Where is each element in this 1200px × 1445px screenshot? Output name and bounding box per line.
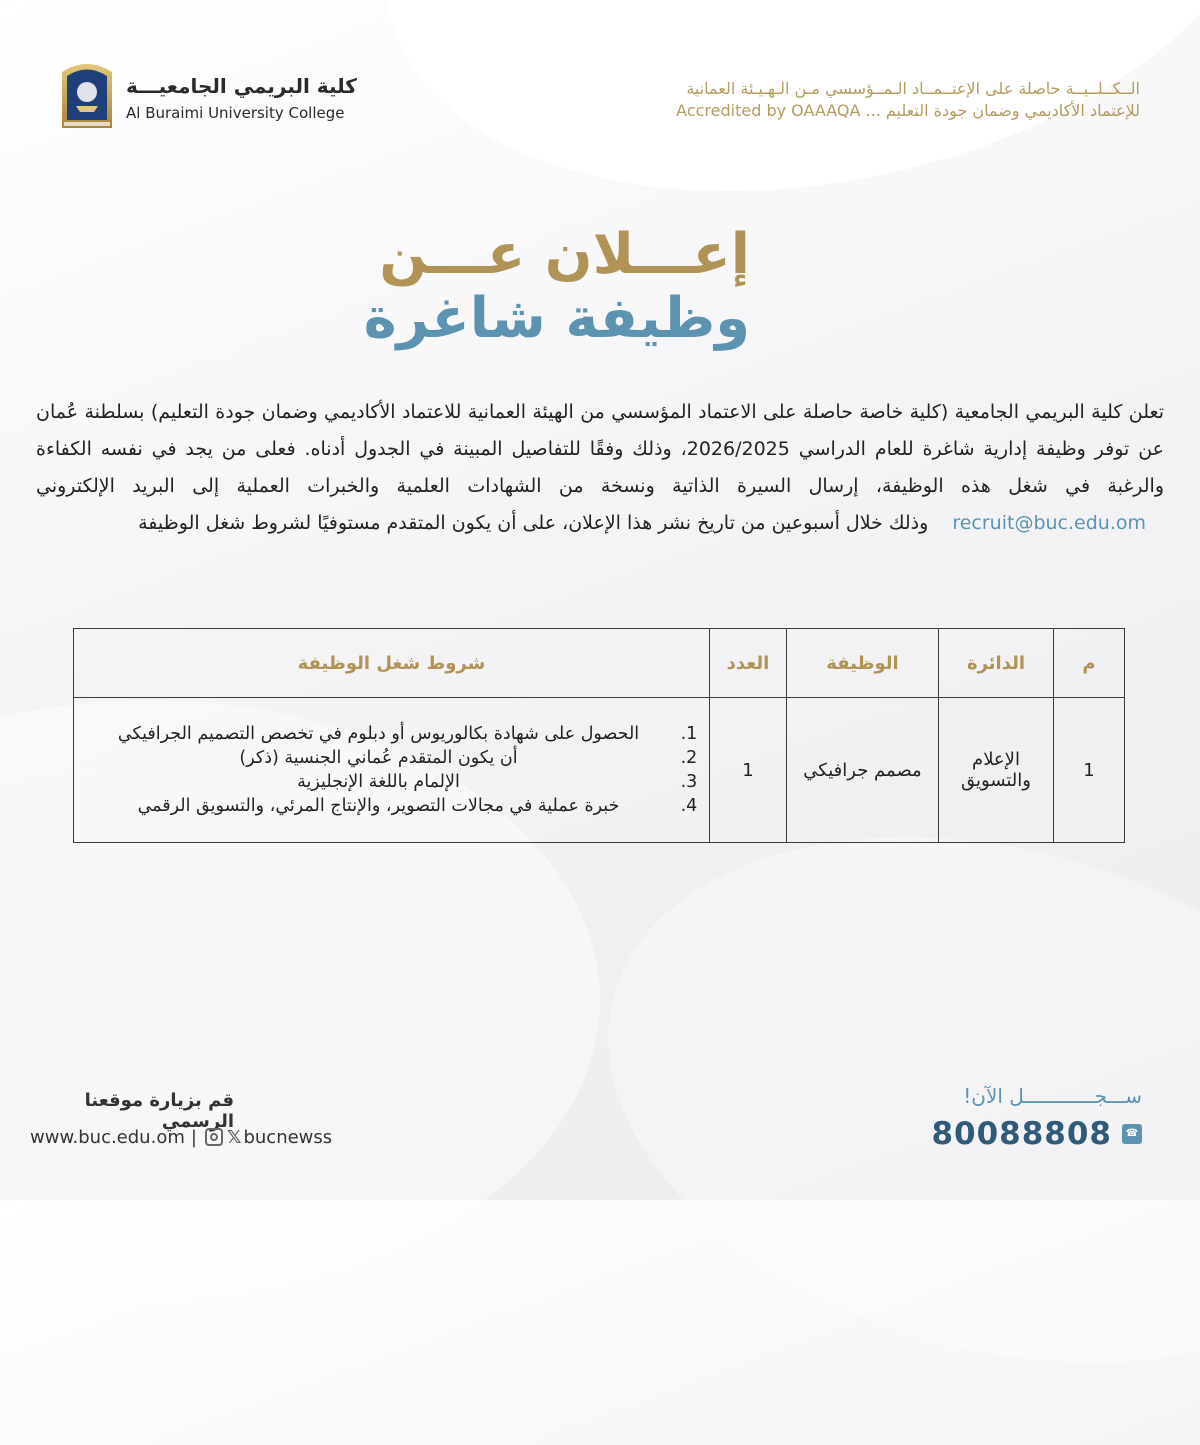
x-icon[interactable]: 𝕏 bbox=[226, 1126, 242, 1148]
vacancy-title: وظيفة شاغرة bbox=[363, 286, 750, 351]
college-logo bbox=[56, 58, 356, 134]
requirement-item: 4. خبرة عملية في مجالات التصوير، والإنتاج المرئي، والتسويق الرقمي bbox=[82, 794, 675, 818]
table-header-row bbox=[74, 629, 1125, 698]
header-department: الدائرة bbox=[939, 629, 1054, 698]
table-row bbox=[74, 698, 1125, 843]
instagram-icon[interactable] bbox=[205, 1128, 223, 1146]
logo-english-name: Al Buraimi University College bbox=[126, 104, 345, 122]
accreditation-line-2: Accredited by OAAAQA ... للإعتماد الأكاديمي وضمان جودة التعليم bbox=[676, 101, 1140, 120]
requirement-item: 3. الإلمام باللغة الإنجليزية bbox=[82, 770, 675, 794]
university-seal-icon bbox=[56, 58, 118, 134]
visit-website-label: قم بزيارة موقعنا الرسمي bbox=[84, 1090, 234, 1132]
body-text-end: وذلك خلال أسبوعين من تاريخ نشر هذا الإعلان، على أن يكون المتقدم مستوفيًا لشروط شغل الوظيفة bbox=[138, 512, 929, 534]
cell-requirements bbox=[74, 698, 710, 843]
email-link[interactable]: recruit@buc.edu.om bbox=[952, 512, 1146, 534]
header-requirements: شروط شغل الوظيفة bbox=[74, 629, 710, 698]
phone-number[interactable]: 80088808 bbox=[931, 1116, 1112, 1152]
social-handle[interactable]: bucnewss bbox=[243, 1126, 333, 1148]
cell-index: 1 bbox=[1054, 698, 1125, 843]
body-text-start: تعلن كلية البريمي الجامعية (كلية خاصة حاصلة على الاعتماد المؤسسي من الهيئة العمانية للاعتماد الأكاديمي وضمان جودة التعليم) بسلطنة عُمان عن توفر وظيفة إدارية شاغرة للعام الدراسي 2026/2025، وذلك وفقًا للتفاصيل المبينة في الجدول أدناه. فعلى من يجد في نفسه الكفاءة والرغبة في شغل هذه الوظيفة، إرسال السيرة الذاتية ونسخة من الشهادات العلمية والخبرات العملية إلى البريد الإلكتروني bbox=[36, 401, 1164, 497]
accreditation-line-1: الــكــلــيــة حاصلة على الإعتــمــاد الـمــؤسسي مـن الـهـيـئة العمانية bbox=[686, 79, 1140, 98]
requirement-item: 1. الحصول على شهادة بكالوريوس أو دبلوم في تخصص التصميم الجرافيكي bbox=[82, 722, 675, 746]
header-index: م bbox=[1054, 629, 1125, 698]
job-table bbox=[73, 628, 1125, 843]
cell-count: 1 bbox=[710, 698, 787, 843]
website-link[interactable]: www.buc.edu.om bbox=[30, 1126, 185, 1148]
footer-links bbox=[30, 1124, 332, 1150]
register-now-label: ســـجــــــــــــل الآن! bbox=[963, 1084, 1142, 1108]
cell-position: مصمم جرافيكي bbox=[787, 698, 939, 843]
header-position: الوظيفة bbox=[787, 629, 939, 698]
requirements-list bbox=[82, 722, 701, 818]
accreditation-statement bbox=[580, 78, 1140, 122]
header-count: العدد bbox=[710, 629, 787, 698]
announcement-body bbox=[36, 394, 1164, 542]
requirement-item: 2. أن يكون المتقدم عُماني الجنسية (ذكر) bbox=[82, 746, 675, 770]
footer-separator: | bbox=[190, 1126, 197, 1148]
logo-arabic-name: كلية البريمي الجامعيـــة bbox=[126, 74, 357, 98]
cell-department: الإعلام والتسويق bbox=[939, 698, 1054, 843]
announcement-title: إعـــلان عـــن bbox=[379, 222, 750, 287]
phone-icon: ☎ bbox=[1122, 1124, 1142, 1144]
